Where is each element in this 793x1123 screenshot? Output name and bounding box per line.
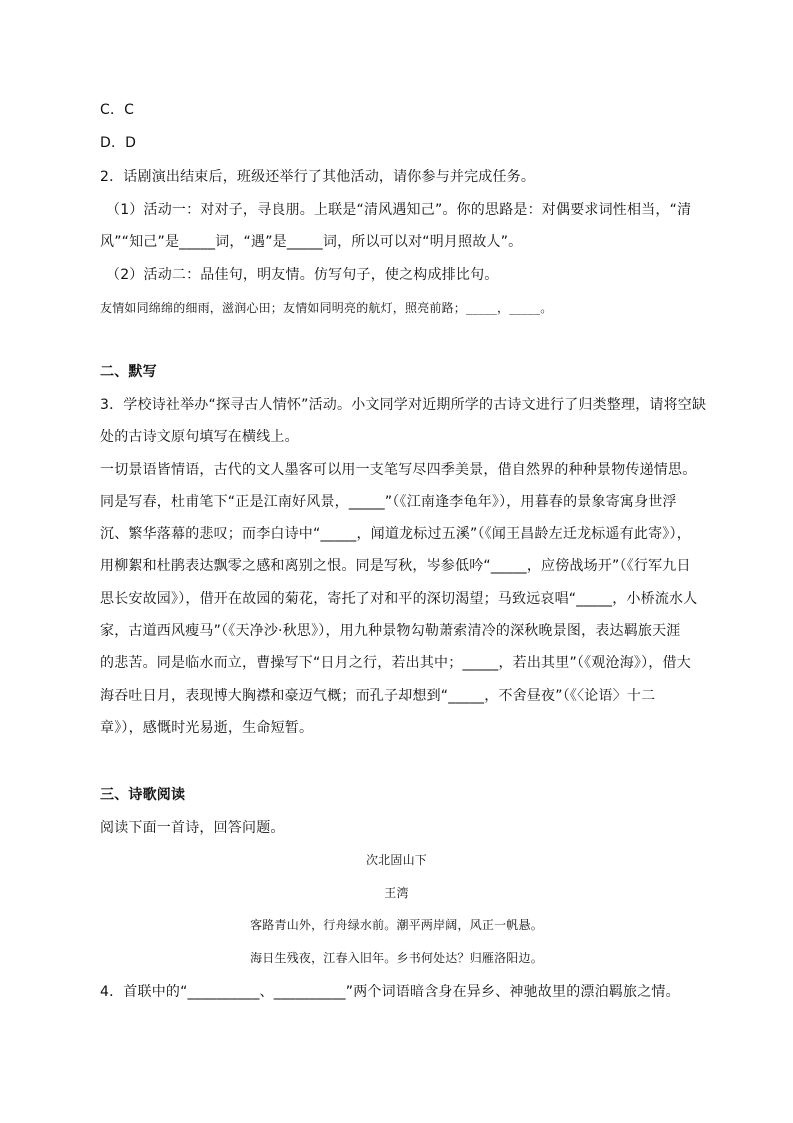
reading-intro: 阅读下面一首诗，回答问题。 <box>100 820 285 836</box>
section-2-line: 用柳絮和杜鹃表达飘零之感和离别之恨。同是写秋，岑参低吟“_____，应傍战场开”（《行军九日 <box>100 558 691 574</box>
section-2-line: 3．学校诗社举办“探寻古人情怀”活动。小文同学对近期所学的古诗文进行了归类整理，请将空缺 <box>100 397 707 413</box>
poem-line-2: 海日生残夜，江春入旧年。乡书何处达？归雁洛阳边。 <box>250 951 543 965</box>
section-2-line: 同是写春，杜甫笔下“正是江南好风景，_____”（《江南逢李龟年》），用暮春的景象寄寓身世浮 <box>100 494 677 510</box>
section-2-line: 家，古道西风瘦马”（《天净沙·秋思》），用九种景物勾勒萧索清冷的深秋晚景图，表达羁旅天涯 <box>100 623 681 639</box>
question-4: 4．首联中的“__________、__________”两个词语暗含身在异乡、神驰故里的漂泊羁旅之情。 <box>100 984 680 1000</box>
activity-1-line-2: 风”“知己”是_____词，“遇”是_____词，所以可以对“明月照故人”。 <box>100 234 523 250</box>
option-c[interactable]: C．C <box>100 102 135 118</box>
example-sentence: 友情如同绵绵的细雨，滋润心田；友情如同明亮的航灯，照亮前路；_____，_____。 <box>100 301 553 315</box>
section-2-line: 一切景语皆情语，古代的文人墨客可以用一支笔写尽四季美景，借自然界的种种景物传递情思。 <box>100 462 697 478</box>
poem-line-1: 客路青山外，行舟绿水前。潮平两岸阔，风正一帆悬。 <box>250 918 543 932</box>
section-2-line: 的悲苦。同是临水而立，曹操写下“日月之行，若出其中；_____，若出其里”（《观沧海》），借大 <box>100 655 691 671</box>
section-2-line: 沉、繁华落幕的悲叹；而李白诗中“_____，闻道龙标过五溪”（《闻王昌龄左迁龙标遥有此寄》）， <box>100 526 691 542</box>
section-2-line: 思长安故园》），借开在故园的菊花，寄托了对和平的深切渴望；马致远哀唱“_____，小桥流水人 <box>100 591 698 607</box>
option-d[interactable]: D．D <box>100 135 137 151</box>
section-2-title: 二、默写 <box>100 364 157 380</box>
activity-2: （2）活动二：品佳句，明友情。仿写句子，使之构成排比句。 <box>106 267 499 283</box>
section-3-title: 三、诗歌阅读 <box>100 787 186 803</box>
activity-1-line-1: （1）活动一：对对子，寻良朋。上联是“清风遇知己”。你的思路是：对偶要求词性相当，“清 <box>106 202 692 218</box>
section-2-line: 章》），感慨时光易逝，生命短暂。 <box>100 720 314 736</box>
poem-title: 次北固山下 <box>365 853 427 867</box>
poem-author: 王湾 <box>384 886 409 900</box>
section-2-line: 海吞吐日月，表现博大胸襟和豪迈气概；而孔子却想到“_____，不舍昼夜”（《〈论语〉十二 <box>100 688 656 704</box>
section-2-line: 处的古诗文原句填写在横线上。 <box>100 429 299 445</box>
question-2-stem: 2．话剧演出结束后，班级还举行了其他活动，请你参与并完成任务。 <box>100 169 536 185</box>
